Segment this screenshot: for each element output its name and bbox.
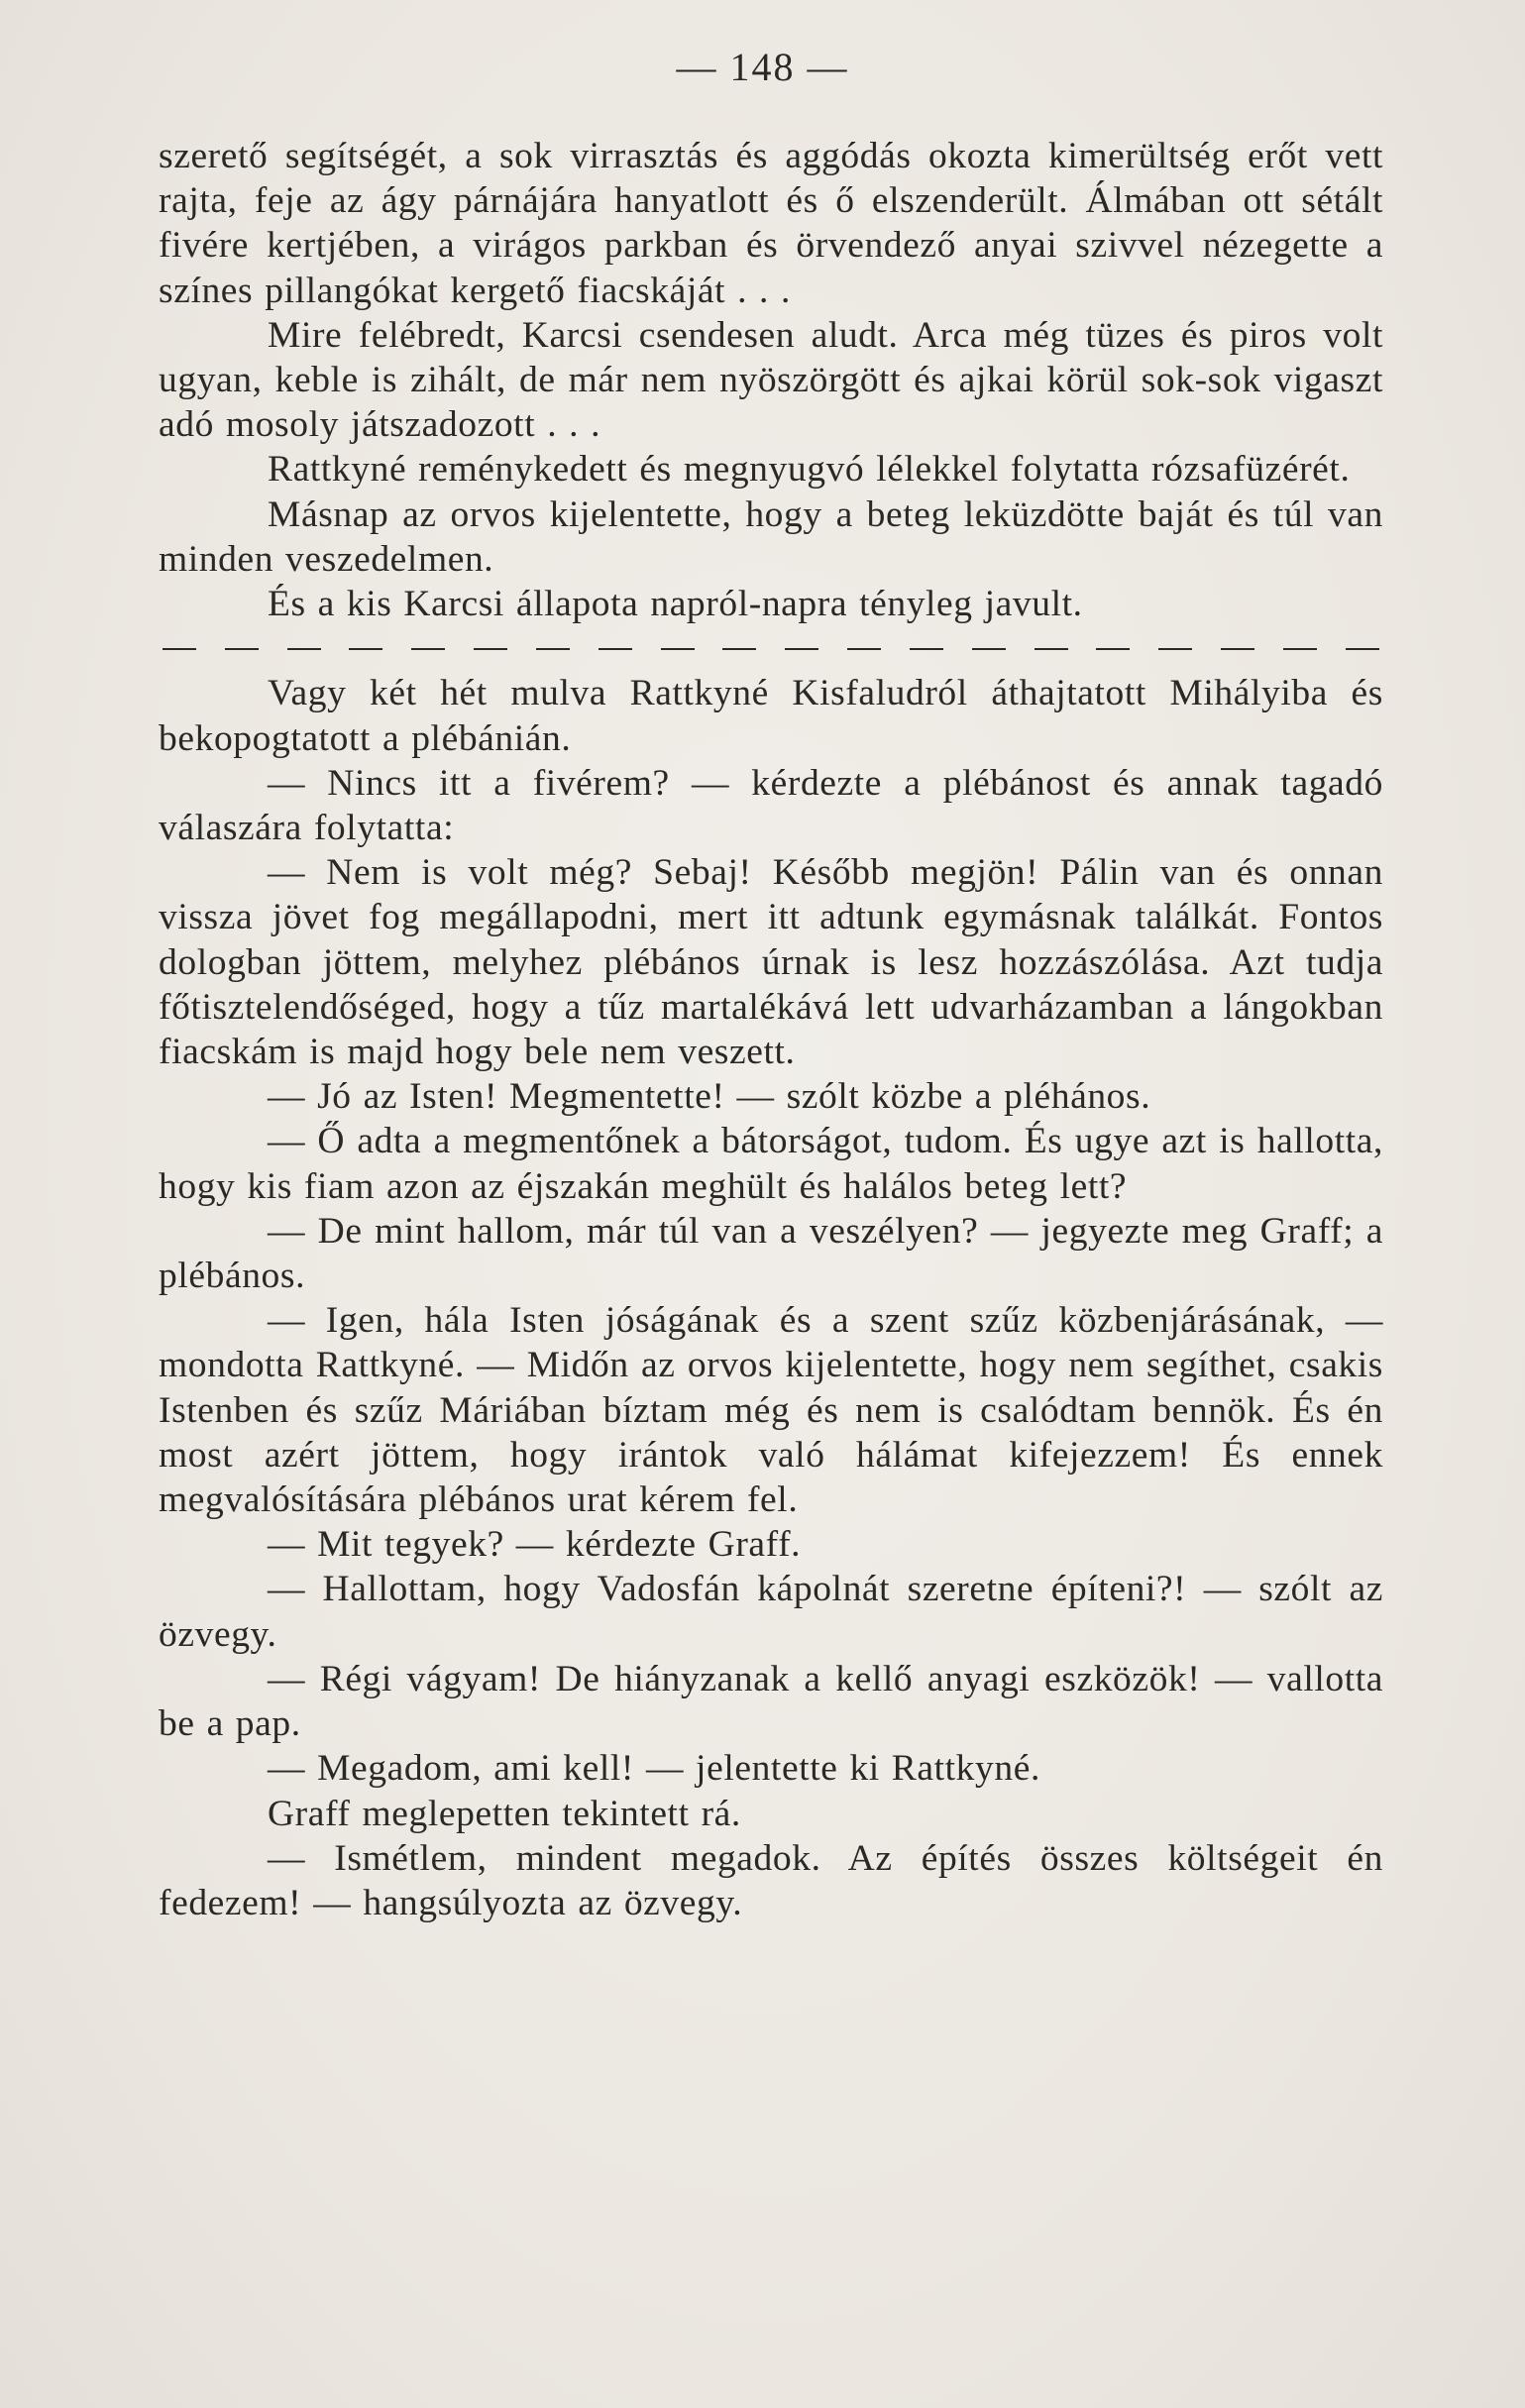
dialogue-paragraph: — Igen, hála Isten jóságának és a szent szűz közbenjárásának, — mondotta Rattkyné. — Midőn az orvos kijelentette, hogy nem segíthet, csakis Istenben és szűz Máriában bíztam még és nem is csalódtam bennök. És én most azért jöttem, hogy irántok való hálámat kifejezzem! És ennek megvalósítására plébános urat kérem fel. [159, 1300, 1383, 1521]
dialogue-paragraph: — Hallottam, hogy Vadosfán kápolnát szeretne építeni?! — szólt az özvegy. [159, 1569, 1383, 1655]
page-number: — 148 — [676, 45, 849, 89]
paragraph: És a kis Karcsi állapota napról-napra tényleg javult. [268, 584, 1083, 625]
dialogue-paragraph: — Jó az Isten! Megmentette! — szólt közbe a pléhános. [268, 1076, 1151, 1118]
body-text [159, 134, 1383, 1925]
paragraph: szerető segítségét, a sok virrasztás és aggódás okozta kimerültség erőt vett rajta, feje az ágy párnájára hanyatlott és ő elszenderült. Álmában ott sétált fivére kertjében, a virágos parkban és örvendező anyai szivvel nézegette a színes pillangókat kergető fiacskáját . . . [159, 136, 1383, 311]
paragraph: Mire felébredt, Karcsi csendesen aludt. Arca még tüzes és piros volt ugyan, keble is zihált, de már nem nyöszörgött és ajkai körül sok-sok vigaszt adó mosoly játszadozott . . . [159, 314, 1383, 446]
dialogue-paragraph: — Nincs itt a fivérem? — kérdezte a plébánost és annak tagadó válaszára folytatta: [159, 762, 1383, 849]
dialogue-paragraph: — Ismétlem, mindent megadok. Az építés összes költségeit én fedezem! — hangsúlyozta az özvegy. [159, 1837, 1383, 1923]
dialogue-paragraph: — Régi vágyam! De hiányzanak a kellő anyagi eszközök! — vallotta be a pap. [159, 1658, 1383, 1745]
dialogue-paragraph: — Megadom, ami kell! — jelentette ki Rattkyné. [268, 1748, 1040, 1790]
paragraph: Vagy két hét mulva Rattkyné Kisfaludról áthajtatott Mihályiba és bekopogtatott a plébánián. [159, 673, 1383, 759]
paragraph: Másnap az orvos kijelentette, hogy a beteg leküzdötte baját és túl van minden veszedelmen. [159, 493, 1383, 580]
paragraph: Rattkyné reménykedett és megnyugvó lélekkel folytatta rózsafüzérét. [268, 449, 1351, 491]
dialogue-paragraph: — Mit tegyek? — kérdezte Graff. [268, 1524, 802, 1566]
dialogue-paragraph: — Nem is volt még? Sebaj! Később megjön! Pálin van és onnan vissza jövet fog megállapodni, mert itt adtunk egymásnak találkát. Fontos dologban jöttem, melyhez plébános úrnak is lesz hozzászólása. Azt tudja főtisztelendőséged, hogy a tűz martalékává lett udvarházamban a lángokban fiacskám is majd hogy bele nem veszett. [159, 852, 1383, 1073]
dialogue-paragraph: — De mint hallom, már túl van a veszélyen? — jegyezte meg Graff; a plébános. [159, 1210, 1383, 1297]
dialogue-paragraph: — Ő adta a megmentőnek a bátorságot, tudom. És ugye azt is hallotta, hogy kis fiam azon az éjszakán meghült és halálos beteg lett? [159, 1121, 1383, 1207]
section-separator [159, 626, 1383, 671]
paragraph: Graff meglepetten tekintett rá. [268, 1793, 741, 1834]
